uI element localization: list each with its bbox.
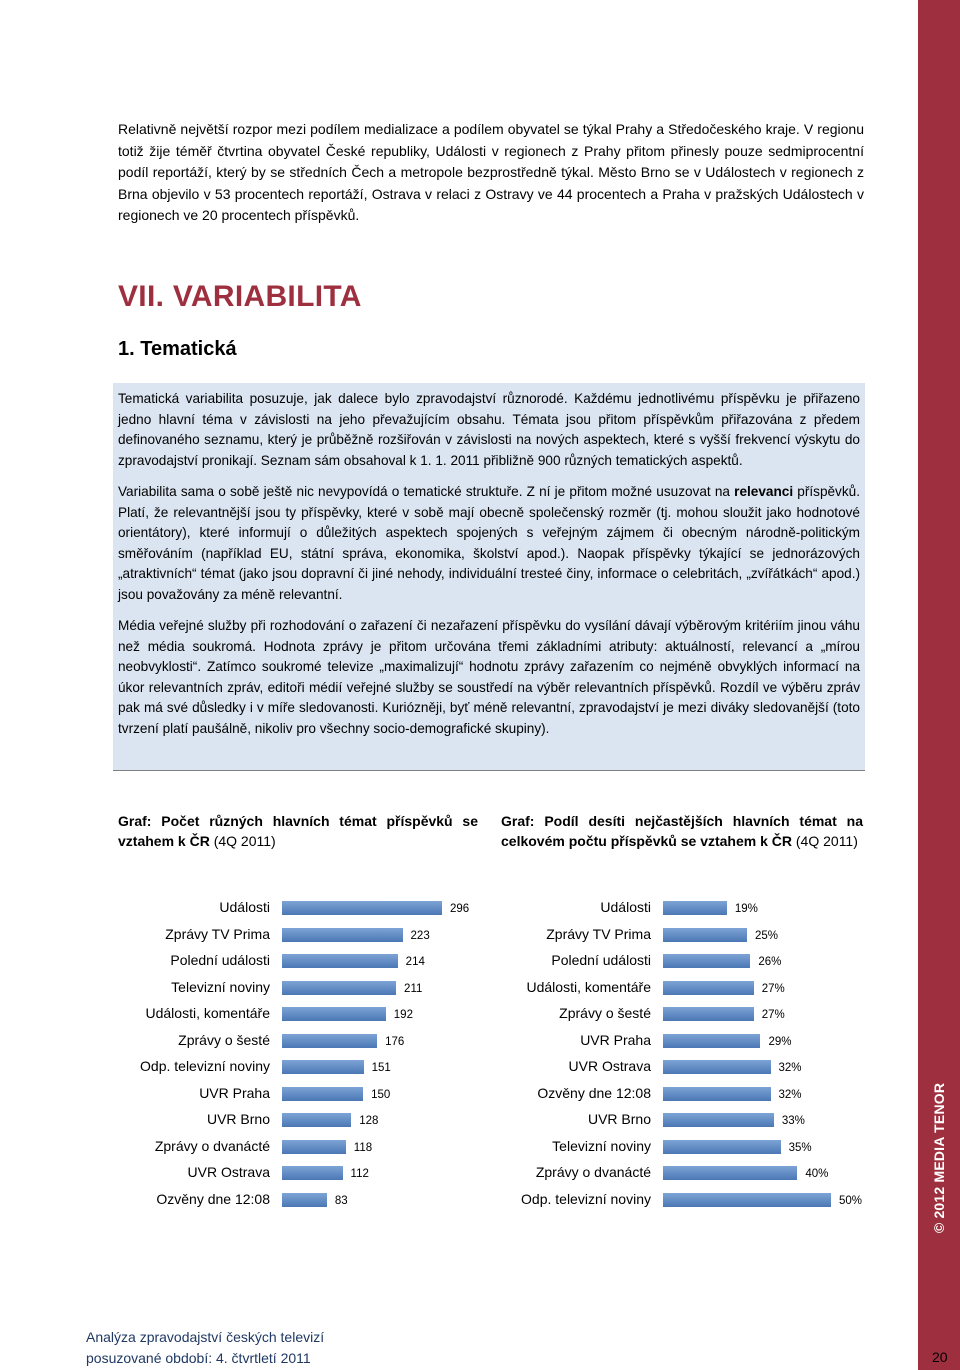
sidebar-band	[918, 0, 960, 1370]
chart-category-label: Zprávy o šesté	[559, 1005, 651, 1021]
chart-category-label: Události, komentáře	[145, 1005, 270, 1021]
chart-bar	[663, 1140, 781, 1154]
chart-value-label: 27%	[761, 1009, 785, 1021]
chart-bar	[282, 1087, 363, 1101]
chart-category-label: Zprávy TV Prima	[546, 925, 651, 942]
chart-category-label: Zprávy o dvanácté	[535, 1164, 651, 1180]
chart-value-label: 223	[410, 929, 430, 942]
chart-category-label: Zprávy o šesté	[178, 1031, 270, 1048]
chart-category-label: Polední události	[551, 952, 651, 968]
chart-category-label: Polední události	[170, 952, 270, 968]
chart-category-label: Události	[219, 899, 270, 915]
chart-value-label: 40%	[805, 1168, 829, 1180]
chart-category-label: Odp. televizní noviny	[140, 1058, 270, 1074]
box-paragraph-3: Média veřejné služby při rozhodování o zařazení či nezařazení příspěvku do vysílání dávají výběrovým kritériím jinou váhu než média soukromá. Hodnota zprávy je přitom určována třemi základními atributy: aktuálností, relevancí a „mírou neobvyklosti“. Zatímco soukromé televize „maximalizují“ hodnotu zprávy zařazením co nejméně obvyklých informací na úkor relevantních zpráv, editoři médií veřejné služby se soustředí na výběr relevantních příspěvků. Rozdíl ve výběru zpráv pak má své důsledky i v míře sledovanosti. Kuriózněji, byť méně relevantní, zpravodajství je mezi diváky sledovanější (toto tvrzení platí paušálně, nikoliv pro všechny socio-demografické skupiny).	[118, 618, 860, 736]
chart-bar	[663, 981, 754, 995]
subsection-title: 1. Tematická	[118, 338, 237, 360]
chart-bar	[663, 1060, 771, 1074]
chart-bar	[282, 954, 398, 968]
chart-category-label: Ozvěny dne 12:08	[537, 1084, 651, 1101]
chart-bar	[663, 928, 747, 942]
chart-bar	[282, 981, 396, 995]
chart-category-label: UVR Ostrava	[187, 1164, 270, 1180]
chart-value-label: 35%	[788, 1141, 812, 1154]
chart-bar	[282, 1007, 386, 1021]
chart-value-label: 296	[450, 903, 470, 915]
chart-category-label: UVR Praha	[580, 1031, 651, 1048]
chart-category-label: UVR Brno	[587, 1111, 651, 1127]
chart-value-label: 33%	[781, 1115, 805, 1127]
page-number: 20	[932, 1349, 948, 1365]
chart-value-label: 118	[353, 1141, 373, 1154]
chart-value-label: 83	[334, 1194, 348, 1207]
chart-bar	[282, 1113, 351, 1127]
left-bar-chart	[118, 895, 498, 1215]
footer-period: posuzované období: 4. čtvrtletí 2011	[86, 1350, 311, 1366]
chart-value-label: 128	[359, 1115, 379, 1127]
box-paragraph-2-end: příspěvků. Platí, že relevantnější jsou ty příspěvky, které v sobě mají obecně společenský rozměr (tj. mohou sloužit jako hodnotové orientátory), které informují o důležitých aspektech spojených s veřejným zájmem či obecným národně-politickým směřováním (například EU, státní správa, ekonomika, školství apod.). Naopak příspěvky týkající se jednorázových „atraktivních“ témat (jako jsou dopravní či jiné nehody, individuální tresteé činy, informace o celebritách, „zvířátkách“ apod.) jsou považovány za méně relevantní.	[118, 484, 860, 602]
left-caption-bold: Graf: Počet různých hlavních témat příspěvků se vztahem k ČR	[118, 813, 478, 849]
right-caption-period: (4Q 2011)	[792, 833, 858, 849]
chart-value-label: 29%	[768, 1035, 792, 1048]
right-caption-bold: Graf: Podíl desíti nejčastějších hlavních témat na celkovém počtu příspěvků se vztahem k ČR	[501, 813, 863, 849]
chart-bar	[663, 954, 750, 968]
chart-category-label: Události	[600, 899, 651, 915]
chart-category-label: Zprávy o dvanácté	[154, 1137, 270, 1154]
left-caption-period: (4Q 2011)	[209, 833, 276, 849]
right-bar-chart	[500, 895, 900, 1215]
chart-bar	[663, 1166, 797, 1180]
chart-bar	[282, 1060, 364, 1074]
chart-value-label: 150	[371, 1088, 391, 1101]
chart-category-label: Odp. televizní noviny	[521, 1190, 651, 1207]
chart-bar	[282, 1140, 346, 1154]
chart-category-label: Zprávy TV Prima	[165, 925, 270, 942]
footer-title: Analýza zpravodajství českých televizí	[86, 1329, 325, 1345]
chart-value-label: 211	[404, 982, 423, 995]
chart-value-label: 112	[350, 1168, 369, 1180]
chart-category-label: Televizní noviny	[552, 1137, 651, 1154]
intro-paragraph: Relativně největší rozpor mezi podílem medializace a podílem obyvatel se týkal Prahy a Středočeského kraje. V regionu totiž žije téměř čtvrtina obyvatel České republiky, Události v regionech z Prahy přitom přinesly pouze sedmiprocentní podíl reportáží, který by se středních Čech a metropole bezprostředně týkal. Město Brno se v Událostech v regionech z Brna objevilo v 53 procentech reportáží, Ostrava v relaci z Ostravy ve 44 procentech a Praha v pražských Událostech v regionech ve 20 procentech příspěvků.	[118, 121, 864, 223]
chart-value-label: 214	[405, 956, 425, 968]
chart-bar	[663, 1007, 754, 1021]
chart-value-label: 27%	[761, 982, 785, 995]
info-box	[113, 383, 865, 771]
chart-value-label: 32%	[778, 1088, 802, 1101]
chart-value-label: 26%	[758, 956, 782, 968]
chart-value-label: 151	[371, 1062, 391, 1074]
right-chart-caption	[501, 811, 863, 851]
left-chart-caption	[118, 811, 478, 851]
chart-bar	[663, 1193, 831, 1207]
chart-category-label: Televizní noviny	[171, 978, 270, 995]
chart-bar	[282, 1034, 377, 1048]
box-paragraph-2	[118, 482, 860, 605]
chart-bar	[663, 1113, 774, 1127]
chart-category-label: UVR Ostrava	[568, 1058, 651, 1074]
chart-category-label: UVR Brno	[206, 1111, 270, 1127]
chart-value-label: 192	[393, 1009, 413, 1021]
copyright-text: © 2012 MEDIA TENOR	[931, 1082, 947, 1234]
chart-bar	[663, 1034, 760, 1048]
chart-category-label: Ozvěny dne 12:08	[156, 1190, 270, 1207]
chart-bar	[663, 1087, 771, 1101]
chart-bar	[282, 928, 403, 942]
chart-value-label: 25%	[755, 929, 779, 942]
chart-value-label: 50%	[839, 1194, 863, 1207]
box-paragraph-2-start: Variabilita sama o sobě ještě nic nevypovídá o tematické struktuře. Z ní je přitom možné usuzovat na	[118, 484, 735, 499]
chart-category-label: Události, komentáře	[526, 978, 651, 995]
chart-bar	[663, 901, 727, 915]
chart-bar	[282, 1166, 343, 1180]
chart-value-label: 19%	[734, 903, 758, 915]
chart-category-label: UVR Praha	[199, 1084, 270, 1101]
chart-value-label: 32%	[778, 1062, 802, 1074]
chart-value-label: 176	[385, 1035, 405, 1048]
chart-bar	[282, 901, 442, 915]
section-title: VII. VARIABILITA	[118, 280, 362, 313]
footer	[86, 1327, 324, 1369]
chart-bar	[282, 1193, 327, 1207]
box-paragraph-1: Tematická variabilita posuzuje, jak dalece bylo zpravodajství různorodé. Každému jednotlivému příspěvku je přiřazeno jedno hlavní téma v závislosti na jeho převažujícím obsahu. Témata jsou přitom příspěvkům přiřazována z předem definovaného seznamu, který je průběžně rozšiřován v závislosti na nových aspektech, které s vyšší frekvencí výskytu do zpravodajství pronikají. Seznam sám obsahoval k 1. 1. 2011 přibližně 900 různých tematických aspektů.	[118, 391, 860, 468]
relevance-term: relevanci	[734, 484, 794, 499]
